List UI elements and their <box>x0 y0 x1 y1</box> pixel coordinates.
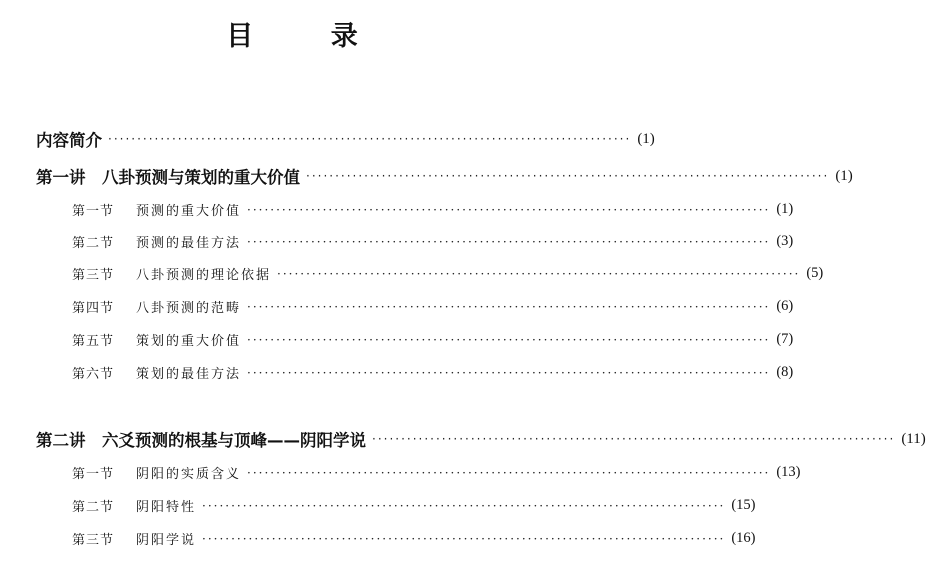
toc-entry-intro[interactable] <box>36 127 655 151</box>
toc-page-number: (8) <box>776 364 794 380</box>
section-name: 八卦预测的理论依据 <box>136 268 272 283</box>
section-number: 第三节 <box>72 268 115 283</box>
dot-leader: ·························································································· <box>247 234 771 249</box>
toc-entry-section[interactable] <box>72 232 794 251</box>
dot-leader: ·························································································· <box>247 465 771 480</box>
section-name: 阴阳特性 <box>136 500 197 515</box>
dot-leader: ·························································································· <box>247 299 771 314</box>
toc-page-number: (5) <box>806 265 824 281</box>
dot-leader: ·························································································· <box>247 332 771 347</box>
toc-entry-lecture-2[interactable] <box>36 427 926 451</box>
section-name: 策划的重大价值 <box>136 334 242 349</box>
toc-page-number: (15) <box>731 497 756 513</box>
dot-leader: ·························································································· <box>372 432 896 446</box>
toc-page-number: (1) <box>637 130 655 147</box>
section-name: 八卦预测的范畴 <box>136 301 242 316</box>
toc-entry-section[interactable] <box>72 363 794 382</box>
toc-page-number: (16) <box>731 530 756 546</box>
section-number: 第六节 <box>72 367 115 382</box>
section-number: 第五节 <box>72 334 115 349</box>
section-number: 第一节 <box>72 467 115 482</box>
toc-entry-label: 第二讲 六爻预测的根基与顶峰——阴阳学说 <box>36 431 366 450</box>
dot-leader: ·························································································· <box>202 531 726 546</box>
toc-entry-label: 第一讲 八卦预测与策划的重大价值 <box>36 168 300 187</box>
toc-entry-section[interactable] <box>72 264 824 283</box>
toc-page-number: (13) <box>776 464 801 480</box>
page-title: 目 录 <box>226 21 392 52</box>
section-name: 预测的重大价值 <box>136 204 242 219</box>
toc-entry-section[interactable] <box>72 529 756 548</box>
section-number: 第四节 <box>72 301 115 316</box>
section-number: 第二节 <box>72 236 115 251</box>
toc-page-number: (6) <box>776 298 794 314</box>
toc-page-number: (1) <box>776 201 794 217</box>
section-number: 第二节 <box>72 500 115 515</box>
section-number: 第一节 <box>72 204 115 219</box>
dot-leader: ·························································································· <box>306 169 830 183</box>
toc-entry-lecture-1[interactable] <box>36 164 853 188</box>
toc-entry-label: 内容简介 <box>36 131 102 150</box>
toc-entry-section[interactable] <box>72 496 756 515</box>
dot-leader: ·························································································· <box>277 266 801 281</box>
toc-page-number: (3) <box>776 233 794 249</box>
dot-leader: ·························································································· <box>247 365 771 380</box>
toc-entry-section[interactable] <box>72 297 794 316</box>
section-name: 阴阳学说 <box>136 533 197 548</box>
toc-page-number: (7) <box>776 331 794 347</box>
toc-page-number: (11) <box>901 430 926 447</box>
section-name: 策划的最佳方法 <box>136 367 242 382</box>
toc-entry-section[interactable] <box>72 200 794 219</box>
section-name: 预测的最佳方法 <box>136 236 242 251</box>
dot-leader: ·························································································· <box>247 202 771 217</box>
toc-page-number: (1) <box>835 167 853 184</box>
dot-leader: ·························································································· <box>108 132 632 146</box>
dot-leader: ·························································································· <box>202 498 726 513</box>
toc-entry-section[interactable] <box>72 330 794 349</box>
section-number: 第三节 <box>72 533 115 548</box>
section-name: 阴阳的实质含义 <box>136 467 242 482</box>
toc-entry-section[interactable] <box>72 463 801 482</box>
